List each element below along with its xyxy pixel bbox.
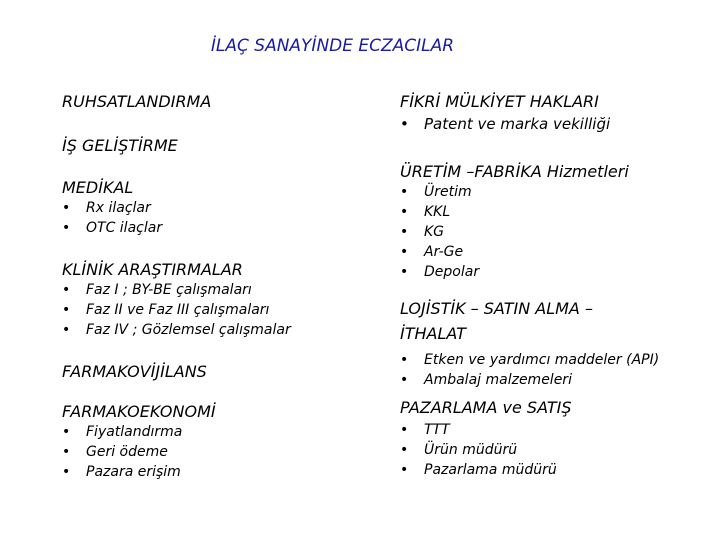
section-pazarlama-satis	[400, 398, 572, 480]
section-heading: ÜRETİM –FABRİKA Hizmetleri	[400, 162, 629, 181]
list-item: • Faz I ; BY-BE çalışmaları	[62, 282, 252, 298]
section-heading: PAZARLAMA ve SATIŞ	[400, 398, 572, 417]
bullet-icon: •	[400, 115, 409, 133]
bullet-list	[62, 280, 291, 340]
bullet-icon: •	[400, 244, 409, 260]
section-fikri-mulkiyet	[400, 92, 610, 134]
bullet-icon: •	[62, 282, 71, 298]
section-is-gelistirme	[62, 136, 178, 156]
bullet-list	[400, 420, 572, 480]
bullet-list	[400, 350, 659, 390]
bullet-icon: •	[400, 264, 409, 280]
bullet-icon: •	[400, 462, 409, 478]
bullet-list	[62, 422, 216, 482]
bullet-icon: •	[62, 444, 71, 460]
bullet-icon: •	[62, 302, 71, 318]
list-item: • Ambalaj malzemeleri	[400, 372, 572, 388]
bullet-icon: •	[62, 322, 71, 338]
section-heading: İŞ GELİŞTİRME	[62, 136, 178, 155]
list-item: • Üretim	[400, 184, 472, 200]
list-item: • Ar-Ge	[400, 244, 464, 260]
bullet-icon: •	[400, 352, 409, 368]
bullet-icon: •	[400, 184, 409, 200]
section-ruhsatlandirma	[62, 92, 211, 112]
list-item: • Depolar	[400, 264, 480, 280]
list-item: • Faz II ve Faz III çalışmaları	[62, 302, 270, 318]
bullet-icon: •	[62, 464, 71, 480]
list-item: • Pazarlama müdürü	[400, 462, 557, 478]
section-heading: MEDİKAL	[62, 178, 134, 197]
section-heading-continuation: İTHALAT	[400, 324, 466, 343]
list-item: • Etken ve yardımcı maddeler (API)	[400, 352, 660, 368]
bullet-icon: •	[400, 372, 409, 388]
bullet-list	[62, 198, 162, 238]
section-farmakovijilans	[62, 362, 207, 382]
slide-title: İLAÇ SANAYİNDE ECZACILAR	[210, 36, 455, 56]
section-heading: LOJİSTİK – SATIN ALMA –	[400, 299, 593, 318]
bullet-icon: •	[400, 224, 409, 240]
list-item: • Geri ödeme	[62, 444, 168, 460]
list-item: • Faz IV ; Gözlemsel çalışmalar	[62, 322, 291, 338]
section-heading: FARMAKOEKONOMİ	[62, 402, 216, 421]
section-heading: RUHSATLANDIRMA	[62, 92, 212, 111]
list-item: • KG	[400, 224, 445, 240]
section-heading: FARMAKOVİJİLANS	[62, 362, 207, 381]
bullet-list	[400, 182, 629, 282]
section-medikal	[62, 178, 162, 238]
list-item: • Fiyatlandırma	[62, 424, 183, 440]
bullet-icon: •	[400, 422, 409, 438]
list-item: • Pazara erişim	[62, 464, 181, 480]
section-uretim-fabrika	[400, 162, 629, 282]
list-item: • OTC ilaçlar	[62, 220, 163, 236]
bullet-icon: •	[62, 200, 71, 216]
section-heading: KLİNİK ARAŞTIRMALAR	[62, 260, 243, 279]
section-klinik-arastirmalar	[62, 260, 291, 340]
bullet-icon: •	[400, 442, 409, 458]
list-item: • Ürün müdürü	[400, 442, 518, 458]
bullet-icon: •	[400, 204, 409, 220]
list-item: • Rx ilaçlar	[62, 200, 151, 216]
bullet-list	[400, 114, 610, 134]
section-lojistik	[400, 296, 659, 390]
bullet-icon: •	[62, 424, 71, 440]
list-item: • TTT	[400, 422, 450, 438]
section-heading: FİKRİ MÜLKİYET HAKLARI	[400, 92, 599, 111]
bullet-icon: •	[62, 220, 71, 236]
list-item: • KKL	[400, 204, 451, 220]
list-item: • Patent ve marka vekilliği	[400, 115, 611, 133]
section-farmakoekonomi	[62, 402, 216, 482]
